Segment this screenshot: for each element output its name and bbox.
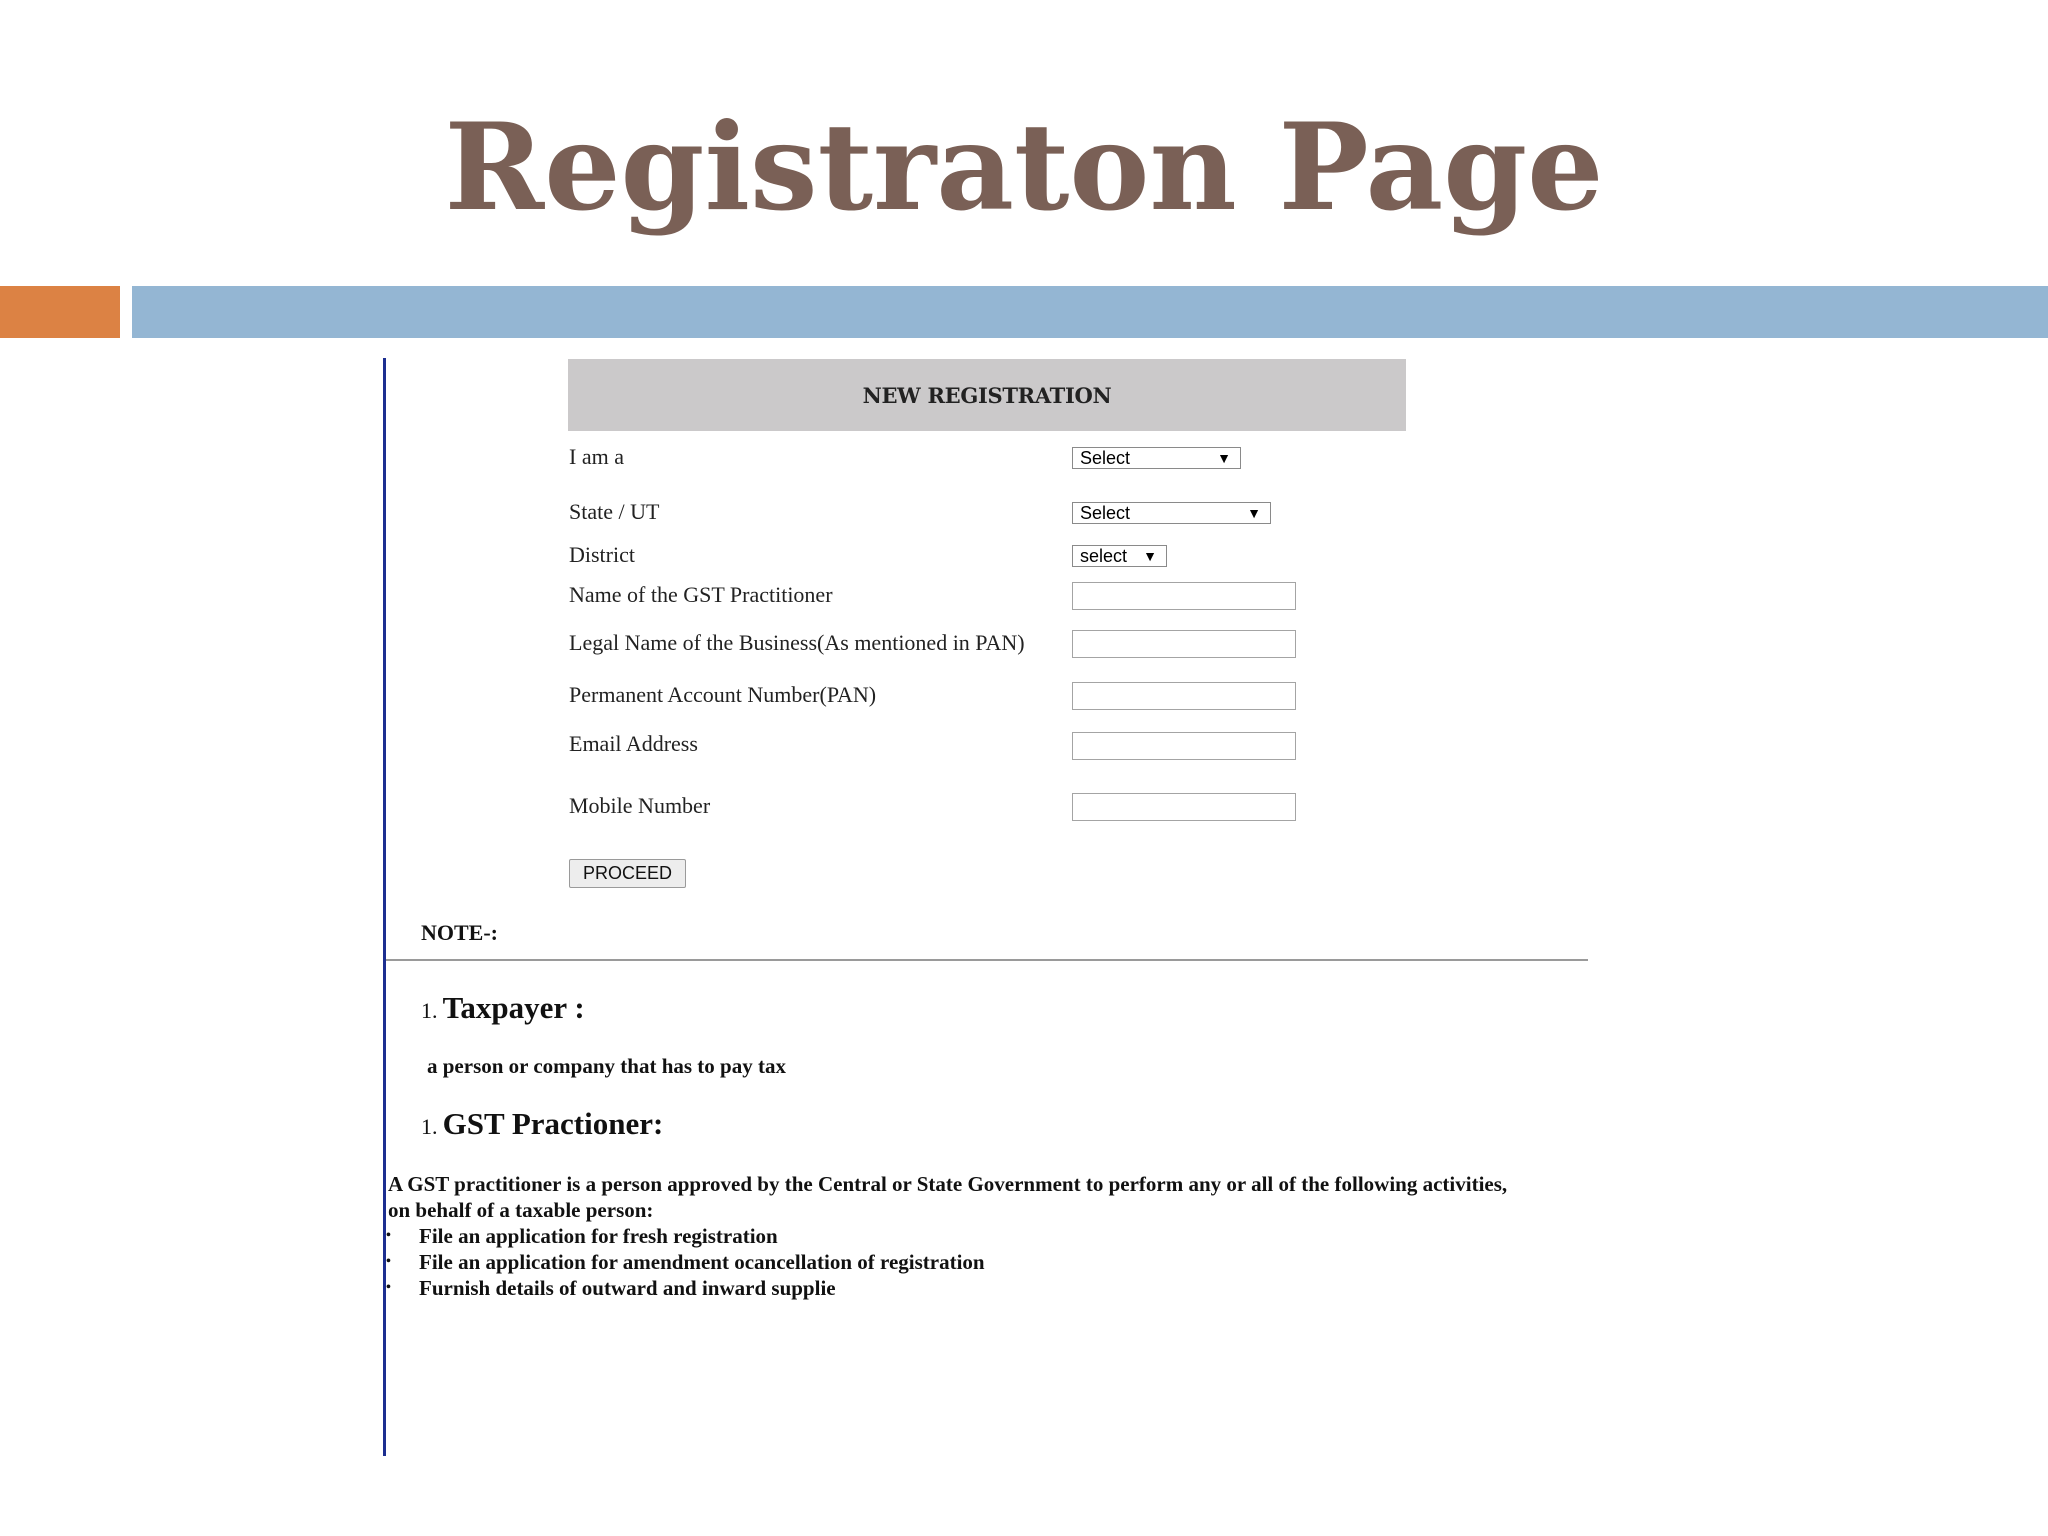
chevron-down-icon: ▼ <box>1143 548 1157 564</box>
practitioner-name-label: Name of the GST Practitioner <box>569 582 833 607</box>
pan-label: Permanent Account Number(PAN) <box>569 682 877 707</box>
list-item <box>386 1223 985 1249</box>
bullet-icon: • <box>386 1228 391 1243</box>
list-item <box>386 1249 985 1275</box>
district-select-value: select <box>1080 545 1128 566</box>
i-am-a-select-value: Select <box>1080 447 1131 468</box>
form-header-title: NEW REGISTRATION <box>862 382 1112 408</box>
blue-accent-bar <box>132 286 2048 338</box>
mobile-input[interactable] <box>1072 793 1296 821</box>
form-header <box>568 359 1406 431</box>
mobile-label: Mobile Number <box>569 793 711 818</box>
chevron-down-icon: ▼ <box>1247 505 1261 521</box>
taxpayer-description: a person or company that has to pay tax <box>427 1054 786 1078</box>
gst-practitioner-description: A GST practitioner is a person approved by the Central or State Government to perform any or all of the following activities, on behalf of a taxable person: <box>388 1172 1508 1222</box>
list-item <box>386 1275 985 1301</box>
state-ut-select-value: Select <box>1080 502 1131 523</box>
list-item-text: Furnish details of outward and inward supplie <box>419 1276 836 1300</box>
slide-title: Registraton Page <box>444 97 1604 238</box>
orange-accent-bar <box>0 286 120 338</box>
taxpayer-heading-text: Taxpayer : <box>442 990 585 1025</box>
pan-input[interactable] <box>1072 682 1296 710</box>
i-am-a-label: I am a <box>569 444 624 469</box>
state-ut-label: State / UT <box>569 499 660 524</box>
gst-practitioner-activities <box>386 1223 985 1301</box>
gst-practitioner-heading <box>421 1106 663 1142</box>
bullet-icon: • <box>386 1254 391 1269</box>
note-label: NOTE-: <box>421 920 498 945</box>
email-input[interactable] <box>1072 732 1296 760</box>
district-label: District <box>569 542 635 567</box>
state-ut-select[interactable] <box>1072 502 1271 524</box>
bullet-icon: • <box>386 1280 391 1295</box>
taxpayer-heading <box>421 990 585 1026</box>
note-divider <box>386 959 1588 961</box>
district-select[interactable] <box>1072 545 1167 567</box>
chevron-down-icon: ▼ <box>1217 450 1231 466</box>
legal-name-label: Legal Name of the Business(As mentioned in PAN) <box>569 630 1025 655</box>
gst-practitioner-heading-text: GST Practioner: <box>442 1106 664 1141</box>
list-item-text: File an application for amendment ocancellation of registration <box>419 1250 985 1274</box>
proceed-button[interactable]: PROCEED <box>569 859 686 888</box>
i-am-a-select[interactable] <box>1072 447 1241 469</box>
email-label: Email Address <box>569 731 698 756</box>
practitioner-name-input[interactable] <box>1072 582 1296 610</box>
gst-practitioner-heading-number: 1. <box>421 1114 438 1139</box>
list-item-text: File an application for fresh registration <box>419 1224 778 1248</box>
taxpayer-heading-number: 1. <box>421 998 438 1023</box>
legal-name-input[interactable] <box>1072 630 1296 658</box>
